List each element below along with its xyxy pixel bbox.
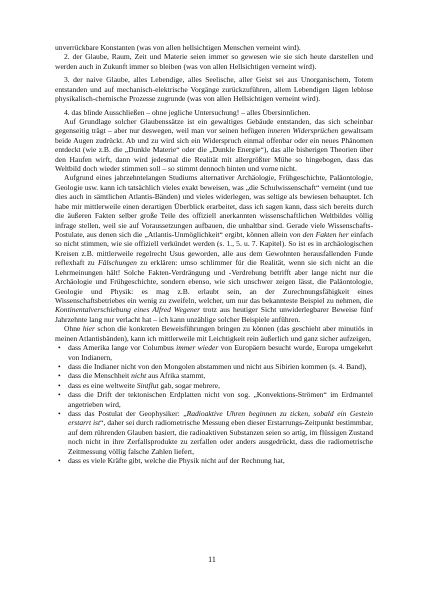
claims-list <box>55 343 373 465</box>
paragraph-constants-tail: unverrückbare Konstanten (was von allen hellsichtigen Menschen verneint wird). <box>55 43 301 52</box>
paragraph-point-2: 2. der Glaube, Raum, Zeit und Materie seien immer so gewesen wie sie sich heute darstellen und werden auch in Zukunft immer so bleiben (was von allen Hellsichtigen verneint wird). <box>55 52 373 71</box>
page-number: 11 <box>208 555 216 564</box>
list-item: • dass die Indianer nicht von den Mongolen abstammen und nicht aus Sibirien kommen (s. 4. Band), <box>55 362 373 371</box>
document-body <box>55 43 373 466</box>
list-item: • dass die Menschheit nicht aus Afrika stammt, <box>55 371 373 380</box>
list-item: • dass das Postulat der Geophysiker: „Radioaktive Uhren beginnen zu ticken, sobald ein Gestein erstarrt ist“, daher sei durch radiometrische Messung eben dieser Erstarrungs-Zeitpunkt bestimmbar, auf dem rührenden Glauben basiert, die radioaktiven Substanzen seien so artig, im flüssigen Zustand noch nicht in ihre Zerfallsprodukte zu zerfallen oder anders ausgedrückt, dass die radiometrische Zeitmessung völlig falsche Zahlen liefert, <box>55 409 373 456</box>
paragraph-proof-intro: Ohne hier schon die konkreten Beweisführungen bringen zu können (das geschieht aber minutiös in meinen Atlantisbänden), kann ich mittlerweile mit Leichtigkeit rein äußerlich und ganz sicher aufzeigen, <box>55 324 374 343</box>
paragraph-belief-building: Auf Grundlage solcher Glaubenssätze ist ein gewaltiges Gebäude entstanden, das sich scheinbar gegenseitig trägt – aber nur deswegen, weil man vor seinen hefügen inneren Widersprüchen gewaltsam beide Augen zudrückt. Ab und zu wird sich ein Widerspruch einmal offenbar oder ein neues Phänomen entdeckt (wie z.B. die „Dunkle Materie“ oder die „Dunkle Energie“), das alle bisherigen Theorien über den Haufen wirft, dann wird jedesmal die Realität mit allergrößter Mühe so hingebogen, dass das Weltbild doch wieder stimmen soll – so stimmt dennoch hinten und vorne nicht. <box>55 116 373 174</box>
paragraph-point-3: 3. der naive Glaube, alles Lebendige, alles Seelische, aller Geist sei aus Unorganischem, Totem entstanden und auf mechanisch-elektrische Vorgänge zurückzuführen, allem Lebendigen lägen leblose physikalisch-chemische Prozesse zugrunde (was von allen Hellsichtigen verneint wird). <box>55 75 373 104</box>
list-item: • dass es eine weltweite Sintflut gab, sogar mehrere, <box>55 381 373 390</box>
paragraph-alternative-archaeology: Aufgrund eines jahrzehntelangen Studiums alternativer Archäologie, Frühgeschichte, Paläontologie, Geologie usw. kann ich tatsächlich vieles exakt beweisen, was „die Schulwissenschaft“ verneint (und tue dies auch in sämtlichen Atlantis-Bänden) und vieles widerlegen, was seltige als bewiesen behauptet. Ich habe mir mittlerweile einen derartigen Überblick erarbeitet, dass ich sagen kann, dass sich bereits durch die äußeren Fakten selber große Teile des offiziell anerkannten wissenschaftlichen Weltbildes völlig infrage stellen, weil sie auf Voraussetzungen aufbauen, die unhaltbar sind. Gerade viele Wissenschafts-Postulate, aus denen sich die „Atlantis-Unmöglichkeit“ ergibt, können allein von den Fakten her einfach so nicht stimmen, wie sie offiziell verkündet werden (s. 1., 5. u. 7. Kapitel). So ist es in archäologischen Kreisen z.B. mittlerweile regelrecht Usus geworden, alle aus dem Gewohnten herausfallenden Funde reflexhaft zu Fälschungen zu erklären: umso schlimmer für die Realität, wenn sie sich nicht an die Lehrmeinungen hält! Solche Fakten-Verdrängung und -Verdrehung betrifft aber lange nicht nur die Archäologie und Frühgeschichte, sondern ebenso, wie sich unschwer zeigen lässt, die Paläontologie, Geologie und Physik: es mag z.B. erlaubt sein, an der Zurechnungsfähigkeit eines Wissenschaftsbetriebes ein wenig zu zweifeln, welcher, um nur das bekannteste Beispiel zu nehmen, die Kontinentalverschiebung eines Alfred Wegener trotz aus heutiger Sicht unwiderlegbarer Beweise fünf Jahrzehnte lang nur verlacht hat – ich kann unzählige solcher Beispiele anführen. <box>55 173 373 324</box>
list-item: • dass Amerika lange vor Columbus immer wieder von Europäern besucht wurde, Europa umgekehrt von Indianern, <box>55 343 373 362</box>
list-item: • dass die Drift der tektonischen Erdplatten nicht von sog. „Konvektions-Strömen“ im Erdmantel angetrieben wird, <box>55 390 373 409</box>
paragraph-point-4: 4. das blinde Ausschließen – ohne jegliche Untersuchung! – alles Übersinnlichen. <box>64 107 311 117</box>
list-item: • dass es viele Kräfte gibt, welche die Physik nicht auf der Rechnung hat, <box>55 456 373 465</box>
